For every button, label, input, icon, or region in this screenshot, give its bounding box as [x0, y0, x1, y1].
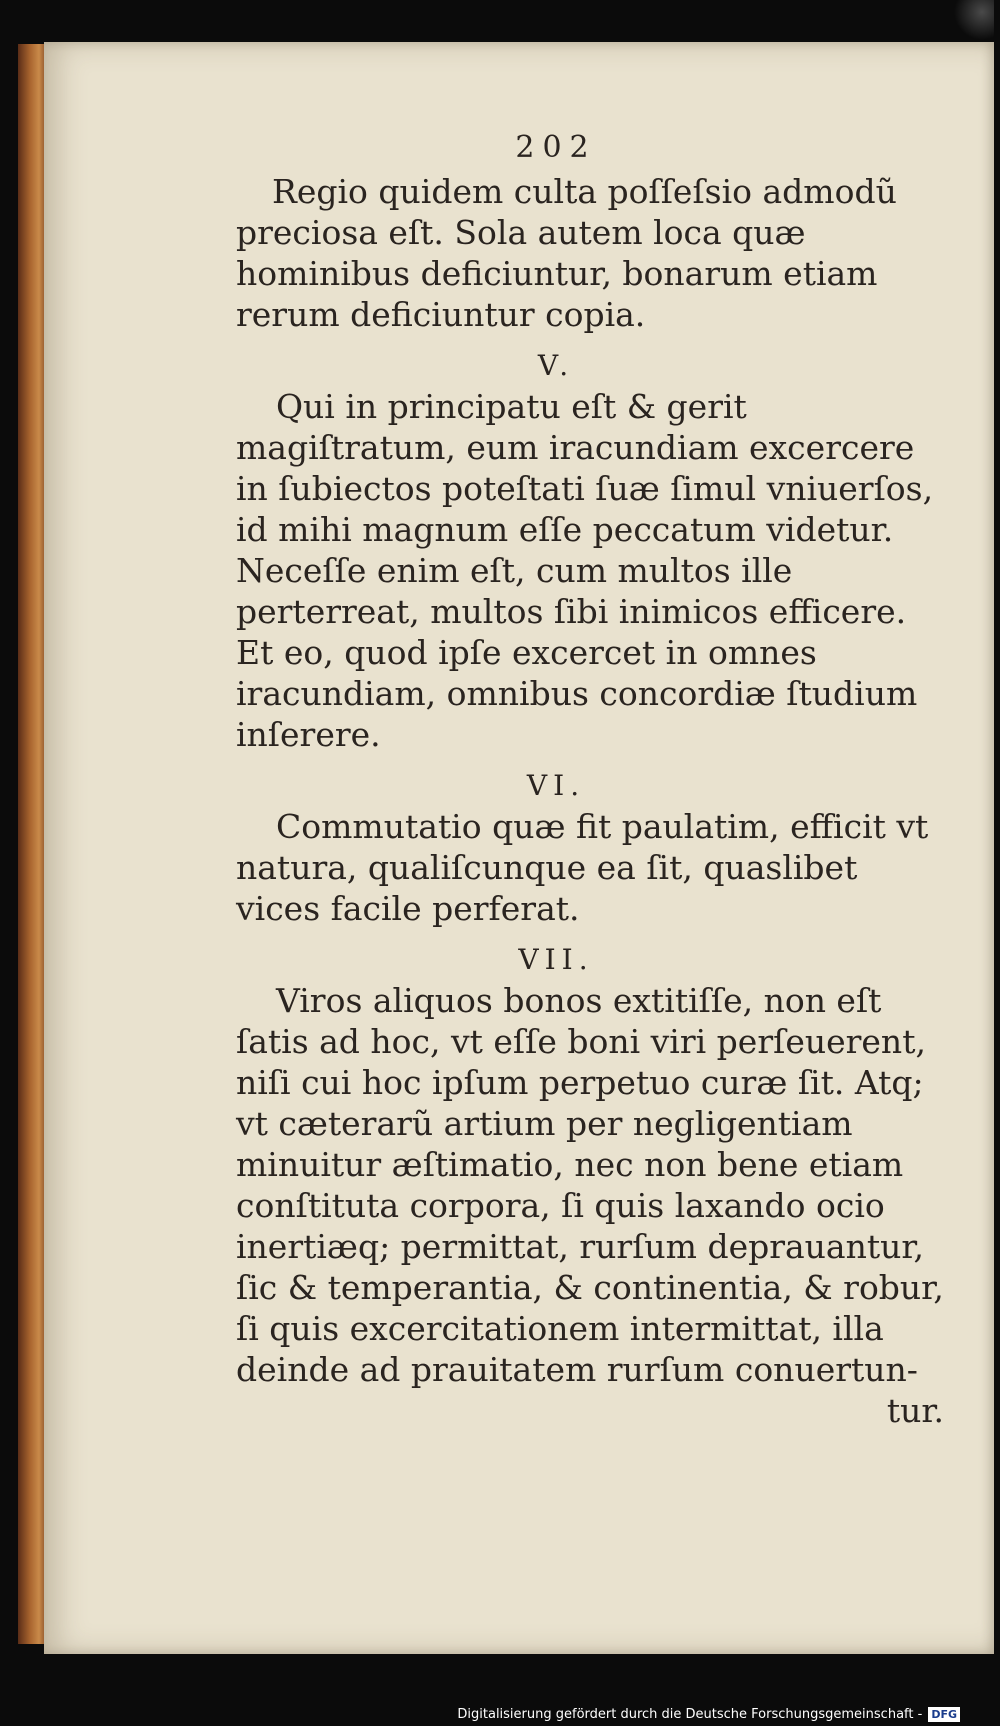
corner-mark	[954, 0, 994, 40]
book-page	[44, 42, 994, 1654]
dfg-logo-icon: DFG	[928, 1707, 960, 1722]
catchword: tur.	[886, 1391, 944, 1430]
footer-credit	[457, 1707, 960, 1722]
page-text-block	[236, 130, 996, 1431]
paragraph-v: Qui in principatu eſt & gerit magiſtratum, eum iracundiam excercere in ſubiectos poteſtati ſuæ ſimul vniuerſos, id mihi magnum eſſe peccatum videtur. Neceſſe enim eſt, cum multos ille perterreat, multos ſibi inimicos efficere. Et eo, quod ipſe excercet in omnes iracundiam, omnibus concordiæ ſtudium inſerere.	[236, 387, 934, 754]
paragraph-vii: Viros aliquos bonos extitiſſe, non eſt ſatis ad hoc, vt eſſe boni viri perſeuerent, niſi cui hoc ipſum perpetuo curæ ſit. Atq; vt cæterarũ artium per negligentiam minuitur æſtimatio, nec non bene etiam conſtituta corpora, ſi quis laxando ocio inertiæq; permittat, rurſum deprauantur, ſic & temperantia, & continentia, & robur, ſi quis excercitationem intermittat, illa deinde ad prauitatem rurſum conuertun-	[236, 981, 944, 1389]
section-number-vi: VI.	[526, 769, 586, 802]
paragraph-vi: Commutatio quæ fit paulatim, efficit vt natura, qualiſcunque ea ſit, quaslibet vices facile perferat.	[236, 807, 929, 928]
page-number: 202	[515, 130, 597, 165]
credit-text: Digitalisierung gefördert durch die Deutsche Forschungsgemeinschaft -	[457, 1707, 923, 1722]
section-number-vii: VII.	[518, 943, 594, 976]
section-number-v: V.	[537, 349, 575, 382]
paragraph-intro: Regio quidem culta poſſeſsio admodũ preciosa eſt. Sola autem loca quæ hominibus deficiuntur, bonarum etiam rerum deficiuntur copia.	[236, 172, 897, 334]
